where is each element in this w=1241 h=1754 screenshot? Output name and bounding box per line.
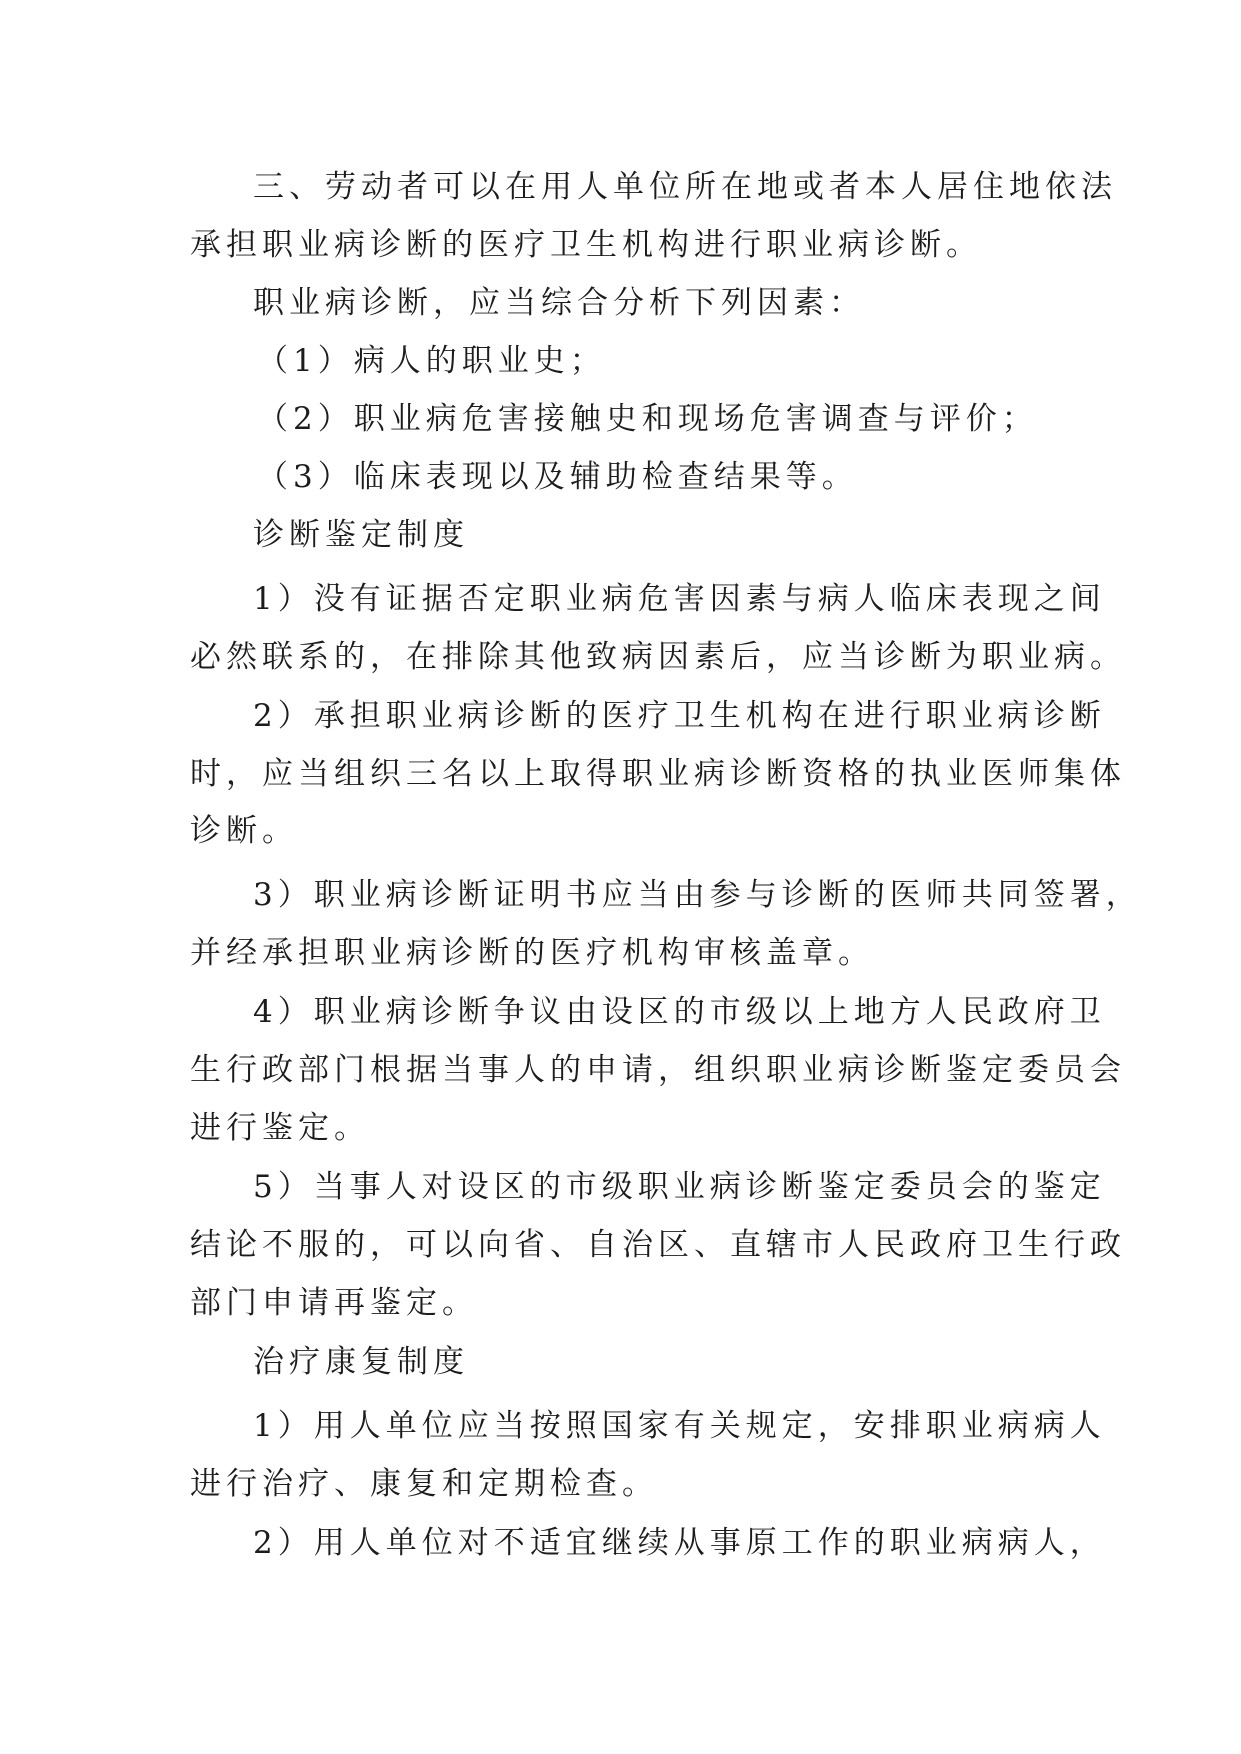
paragraph-appraisal-3-line-2: 并经承担职业病诊断的医疗机构审核盖章。 <box>190 935 874 971</box>
paragraph-appraisal-3-line-1: 3）职业病诊断证明书应当由参与诊断的医师共同签署， <box>253 877 1142 913</box>
paragraph-appraisal-4-line-1: 4）职业病诊断争议由设区的市级以上地方人民政府卫 <box>253 994 1106 1030</box>
paragraph-appraisal-5-line-2: 结论不服的，可以向省、自治区、直辖市人民政府卫生行政 <box>190 1227 1126 1263</box>
paragraph-appraisal-2-line-3: 诊断。 <box>190 813 298 849</box>
paragraph-appraisal-5-line-1: 5）当事人对设区的市级职业病诊断鉴定委员会的鉴定 <box>253 1169 1106 1205</box>
paragraph-appraisal-5-line-3: 部门申请再鉴定。 <box>190 1285 478 1321</box>
paragraph-appraisal-2-line-1: 2）承担职业病诊断的医疗卫生机构在进行职业病诊断 <box>253 698 1106 734</box>
list-item-factor-3: （3）临床表现以及辅助检查结果等。 <box>257 459 858 495</box>
list-item-factor-1: （1）病人的职业史； <box>257 343 606 379</box>
list-item-factor-2: （2）职业病危害接触史和现场危害调查与评价； <box>257 401 1038 437</box>
paragraph-appraisal-4-line-2: 生行政部门根据当事人的申请，组织职业病诊断鉴定委员会 <box>190 1052 1126 1088</box>
paragraph-section-three-line-1: 三、劳动者可以在用人单位所在地或者本人居住地依法 <box>253 169 1117 205</box>
paragraph-treatment-2-line-1: 2）用人单位对不适宜继续从事原工作的职业病病人， <box>253 1525 1106 1561</box>
heading-diagnosis-appraisal-system: 诊断鉴定制度 <box>253 517 469 553</box>
paragraph-appraisal-1-line-1: 1）没有证据否定职业病危害因素与病人临床表现之间 <box>253 581 1106 617</box>
paragraph-appraisal-2-line-2: 时，应当组织三名以上取得职业病诊断资格的执业医师集体 <box>190 756 1126 792</box>
paragraph-appraisal-4-line-3: 进行鉴定。 <box>190 1110 370 1146</box>
paragraph-section-three-line-2: 承担职业病诊断的医疗卫生机构进行职业病诊断。 <box>190 227 982 263</box>
paragraph-diagnosis-factors-intro: 职业病诊断，应当综合分析下列因素： <box>253 285 865 321</box>
heading-treatment-rehabilitation-system: 治疗康复制度 <box>253 1344 469 1380</box>
paragraph-treatment-1-line-1: 1）用人单位应当按照国家有关规定，安排职业病病人 <box>253 1408 1106 1444</box>
paragraph-treatment-1-line-2: 进行治疗、康复和定期检查。 <box>190 1466 658 1502</box>
paragraph-appraisal-1-line-2: 必然联系的，在排除其他致病因素后，应当诊断为职业病。 <box>190 639 1126 675</box>
